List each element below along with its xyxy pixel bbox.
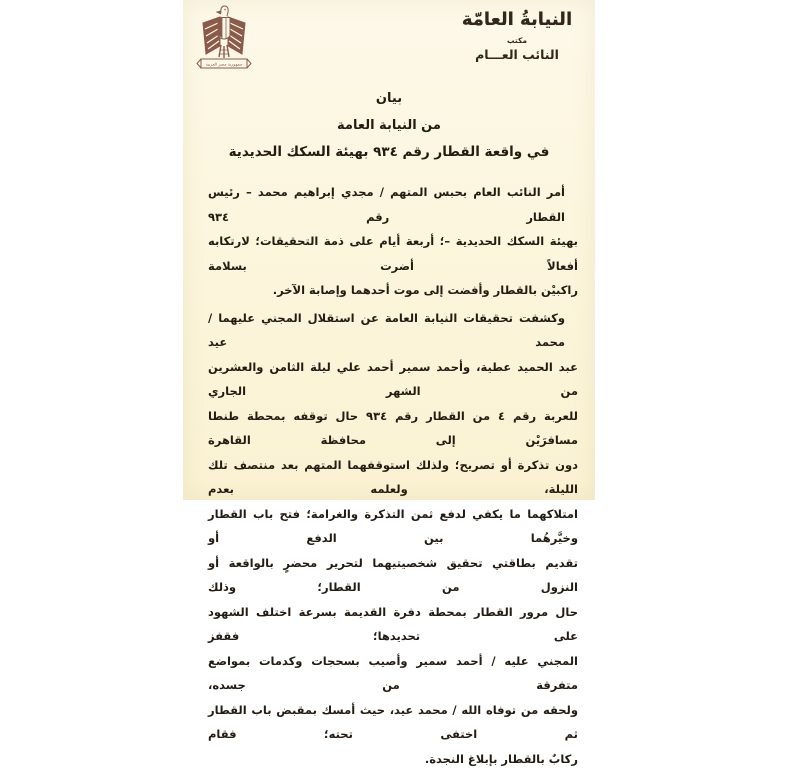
egypt-eagle-icon <box>193 2 255 74</box>
statement-subject: في واقعة القطار رقم ٩٣٤ بهيئة السكك الحديدية <box>183 144 595 160</box>
letterhead <box>457 7 577 62</box>
document-page <box>183 0 595 500</box>
body-line: المجني عليه / أحمد سمير وأصيب بسحجات وكدمات بمواضع متفرقة من جسده، <box>208 649 578 698</box>
body-line: دون تذكرة أو تصريح؛ ولذلك استوقفهما المتهم بعد منتصف تلك الليلة، ولعلمه بعدم <box>208 453 578 502</box>
letterhead-calligraphy: النيابةُ العامّة <box>457 7 577 33</box>
body-line: امتلاكهما ما يكفي لدفع ثمن التذكرة والغرامة؛ فتح باب القطار وخيَّرهُما بين الدفع أو <box>208 502 578 551</box>
title-block <box>183 91 595 160</box>
body-line: للعربة رقم ٤ من القطار رقم ٩٣٤ حال توقفه بمحطة طنطا مسافرَيْن إلى محافظة القاهرة <box>208 404 578 453</box>
body-line: بهيئة السكك الحديدية –؛ أربعة أيام على ذمة التحقيقات؛ لارتكابه أفعالاً أضرت بسلامة <box>208 229 578 278</box>
body-line: ولحقه من توفاه الله / محمد عيد، حيث أمسك بمقبض باب القطار ثم اختفى تحته؛ فقام <box>208 698 578 747</box>
body-line: تقديم بطاقتي تحقيق شخصيتيهما لتحرير محضرٍ بالواقعة أو النزول من القطار؛ وذلك <box>208 551 578 600</box>
emblem-banner-text: جمهورية مصر العربية <box>206 62 243 67</box>
letterhead-attorney-general: النائب العـــام <box>457 47 577 62</box>
paragraph-2 <box>208 306 578 771</box>
body-line: حال مرور القطار بمحطة دفرة القديمة بسرعة اختلف الشهود على تحديدها؛ فقفز <box>208 600 578 649</box>
body-line: أمر النائب العام بحبس المتهم / مجدي إبراهيم محمد – رئيس القطار رقم ٩٣٤ <box>208 180 578 229</box>
body-line: راكبيْن بالقطار وأفضت إلى موت أحدهما وإصابة الآخر. <box>208 278 578 303</box>
body-line: وكشفت تحقيقات النيابة العامة عن استقلال المجني عليهما / محمد عيد <box>208 306 578 355</box>
letterhead-office-word: مكتب <box>457 36 577 45</box>
body-line: ركابٌ بالقطار بإبلاغ النجدة. <box>208 747 578 771</box>
paragraph-1 <box>208 180 578 303</box>
statement-source: من النيابة العامة <box>183 118 595 133</box>
egypt-eagle-emblem <box>193 2 255 74</box>
body-line: عبد الحميد عطية، وأحمد سمير أحمد علي ليلة الثامن والعشرين من الشهر الجاري <box>208 355 578 404</box>
statement-title: بيان <box>183 91 595 106</box>
statement-body <box>208 180 578 771</box>
